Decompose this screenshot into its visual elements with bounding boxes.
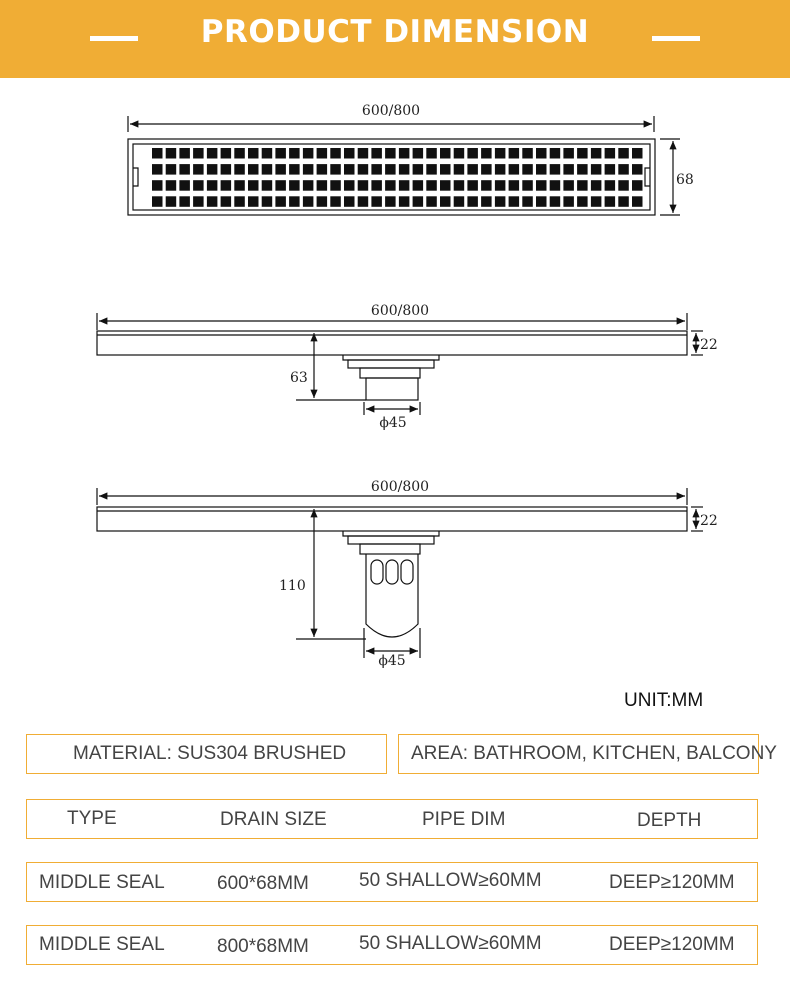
grate-square xyxy=(618,196,629,207)
grate-square xyxy=(317,180,328,191)
grate-square xyxy=(536,164,547,175)
table-row xyxy=(26,925,758,965)
grate-square xyxy=(248,164,259,175)
grate-square xyxy=(262,180,273,191)
shallow-pipe-body xyxy=(366,378,418,400)
top-view xyxy=(128,116,680,215)
grate-square xyxy=(166,164,177,175)
grate-square xyxy=(495,180,506,191)
shallow-length-label: 600/800 xyxy=(370,303,430,319)
table-row xyxy=(26,862,758,902)
grate-square xyxy=(358,180,369,191)
grate-square xyxy=(152,180,163,191)
grate-square xyxy=(358,196,369,207)
row1-drain-size: 600*68MM xyxy=(217,873,309,894)
grate-square xyxy=(234,180,245,191)
deep-pipe-body xyxy=(366,554,418,637)
grate-square xyxy=(563,196,574,207)
header-pipe-dim: PIPE DIM xyxy=(422,809,506,830)
grate-square xyxy=(371,180,382,191)
grate-square xyxy=(440,180,451,191)
grate-square xyxy=(385,164,396,175)
grate-square xyxy=(577,180,588,191)
grate-square xyxy=(179,180,190,191)
grate-square xyxy=(550,196,561,207)
grate-square xyxy=(605,148,616,159)
grate-square xyxy=(358,164,369,175)
grate-square xyxy=(467,148,478,159)
grate-square xyxy=(563,164,574,175)
grate-square xyxy=(618,164,629,175)
header-depth: DEPTH xyxy=(637,810,702,831)
grate-square xyxy=(221,164,232,175)
grate-square xyxy=(234,148,245,159)
grate-square xyxy=(193,196,204,207)
grate-square xyxy=(344,148,355,159)
top-left-notch xyxy=(133,168,138,186)
grate-square xyxy=(467,180,478,191)
grate-square xyxy=(454,196,465,207)
dimension-drawing xyxy=(0,78,790,688)
grate-square xyxy=(467,196,478,207)
grate-square xyxy=(166,148,177,159)
grate-square xyxy=(481,148,492,159)
row2-type: MIDDLE SEAL xyxy=(39,934,165,955)
grate-square xyxy=(275,180,286,191)
grate-square xyxy=(550,164,561,175)
grate-square xyxy=(481,180,492,191)
grate-square xyxy=(399,164,410,175)
grate-square xyxy=(522,180,533,191)
grate-square xyxy=(179,164,190,175)
grate-square xyxy=(509,196,519,207)
grate-square xyxy=(166,180,177,191)
area-text: AREA: BATHROOM, KITCHEN, BALCONY xyxy=(411,743,777,764)
grate-square xyxy=(413,180,424,191)
grate-square xyxy=(618,148,629,159)
grate-square xyxy=(632,148,643,159)
grate-square xyxy=(275,196,286,207)
grate-square xyxy=(413,196,424,207)
grate-square xyxy=(577,148,588,159)
grate-square xyxy=(385,196,396,207)
unit-label: UNIT:MM xyxy=(624,690,704,711)
grate-square xyxy=(193,164,204,175)
grate-square xyxy=(440,164,451,175)
grate-square xyxy=(426,196,437,207)
grate-square xyxy=(536,196,547,207)
grate-square xyxy=(344,164,355,175)
grate-square xyxy=(591,196,602,207)
row2-pipe-dim: 50 SHALLOW≥60MM xyxy=(359,933,542,954)
header-drain-size: DRAIN SIZE xyxy=(220,809,327,830)
grate-square xyxy=(275,164,286,175)
grate-square xyxy=(344,196,355,207)
grate-square xyxy=(454,180,465,191)
grate-square xyxy=(262,164,273,175)
grate-square xyxy=(632,180,643,191)
row2-depth: DEEP≥120MM xyxy=(609,934,735,955)
grate-square xyxy=(536,148,547,159)
grate-square xyxy=(344,180,355,191)
grate-square xyxy=(522,164,533,175)
grate-square xyxy=(371,196,382,207)
grate-square xyxy=(152,148,163,159)
material-box xyxy=(26,734,387,774)
grate-square xyxy=(591,148,602,159)
grate-square xyxy=(440,148,451,159)
grate-square xyxy=(179,196,190,207)
grate-square xyxy=(399,180,410,191)
shallow-thickness-label: 22 xyxy=(700,337,718,353)
grate-square xyxy=(221,148,232,159)
row1-type: MIDDLE SEAL xyxy=(39,872,165,893)
grate-square xyxy=(550,180,561,191)
row1-pipe-dim: 50 SHALLOW≥60MM xyxy=(359,870,542,891)
shallow-pipe-top xyxy=(360,368,420,378)
grate-square xyxy=(317,196,328,207)
shallow-pipe-label: ϕ45 xyxy=(379,415,407,431)
grate-square xyxy=(221,180,232,191)
grate-square xyxy=(330,148,341,159)
grate-square xyxy=(385,180,396,191)
grate-square xyxy=(303,196,314,207)
grate-square xyxy=(399,196,410,207)
row1-depth: DEEP≥120MM xyxy=(609,872,735,893)
grate-square xyxy=(605,180,616,191)
top-width-label: 68 xyxy=(676,172,694,188)
grate-square xyxy=(248,148,259,159)
grate-square xyxy=(317,164,328,175)
title-banner xyxy=(0,0,790,78)
top-right-notch xyxy=(645,168,650,186)
grate-square xyxy=(509,180,519,191)
grate-square xyxy=(481,164,492,175)
grate-square xyxy=(330,196,341,207)
shallow-seal-collar xyxy=(348,360,434,368)
table-header-row xyxy=(26,799,758,839)
grate-square xyxy=(426,148,437,159)
grate-square xyxy=(522,196,533,207)
grate-square xyxy=(632,164,643,175)
side-view-deep xyxy=(97,488,703,658)
grate-square xyxy=(317,148,328,159)
grate-square xyxy=(605,196,616,207)
row2-drain-size: 800*68MM xyxy=(217,936,309,957)
grate-square xyxy=(454,164,465,175)
header-type: TYPE xyxy=(67,808,117,829)
grate-square xyxy=(481,196,492,207)
grate-square xyxy=(234,164,245,175)
grate-square xyxy=(563,148,574,159)
grate-square xyxy=(289,180,300,191)
grate-square xyxy=(234,196,245,207)
grate-square xyxy=(605,164,616,175)
grate-square xyxy=(426,164,437,175)
grate-square xyxy=(193,148,204,159)
grate-square xyxy=(495,196,506,207)
grate-square xyxy=(289,196,300,207)
shallow-height-label: 63 xyxy=(290,370,308,386)
grate-square xyxy=(632,196,643,207)
deep-slot-1 xyxy=(371,560,383,584)
side-view-shallow xyxy=(97,313,703,415)
grate-square xyxy=(207,180,218,191)
grate-square xyxy=(454,148,465,159)
grate-square xyxy=(303,164,314,175)
banner-title: PRODUCT DIMENSION xyxy=(200,14,590,50)
deep-height-label: 110 xyxy=(279,578,306,594)
deep-slot-3 xyxy=(401,560,413,584)
deep-pipe-top xyxy=(360,544,420,554)
top-length-label: 600/800 xyxy=(361,103,421,119)
grate-square xyxy=(577,164,588,175)
shallow-flange xyxy=(343,355,439,360)
grate-square xyxy=(207,196,218,207)
grate-square xyxy=(221,196,232,207)
grate-square xyxy=(289,164,300,175)
grate-square xyxy=(522,148,533,159)
grate-square xyxy=(536,180,547,191)
grate-square xyxy=(330,164,341,175)
grate-square xyxy=(426,180,437,191)
grate-square xyxy=(303,180,314,191)
grate-square xyxy=(358,148,369,159)
grate-square xyxy=(440,196,451,207)
grate-square xyxy=(152,196,163,207)
grate-square xyxy=(207,164,218,175)
banner-decor-line-right xyxy=(652,36,700,41)
grate-square xyxy=(166,196,177,207)
grate-square xyxy=(371,164,382,175)
grate-square xyxy=(591,180,602,191)
deep-thickness-label: 22 xyxy=(700,513,718,529)
grate-square xyxy=(385,148,396,159)
grate-square xyxy=(495,148,506,159)
deep-pipe-label: ϕ45 xyxy=(378,653,406,669)
grate-square xyxy=(193,180,204,191)
material-text: MATERIAL: SUS304 BRUSHED xyxy=(73,743,347,764)
deep-slot-2 xyxy=(386,560,398,584)
grate-square xyxy=(262,196,273,207)
grate-square xyxy=(550,148,561,159)
grate-squares xyxy=(152,148,643,207)
area-box xyxy=(398,734,777,774)
deep-seal-collar xyxy=(348,536,434,544)
grate-square xyxy=(618,180,629,191)
deep-flange xyxy=(343,531,439,536)
grate-square xyxy=(413,148,424,159)
grate-square xyxy=(152,164,163,175)
grate-square xyxy=(495,164,506,175)
grate-square xyxy=(248,180,259,191)
grate-square xyxy=(275,148,286,159)
grate-square xyxy=(289,148,300,159)
grate-square xyxy=(303,148,314,159)
grate-square xyxy=(509,164,519,175)
grate-square xyxy=(413,164,424,175)
grate-square xyxy=(179,148,190,159)
grate-square xyxy=(509,148,519,159)
grate-square xyxy=(467,164,478,175)
grate-square xyxy=(248,196,259,207)
grate-square xyxy=(262,148,273,159)
grate-square xyxy=(399,148,410,159)
deep-length-label: 600/800 xyxy=(370,479,430,495)
grate-square xyxy=(577,196,588,207)
grate-square xyxy=(591,164,602,175)
grate-square xyxy=(330,180,341,191)
grate-square xyxy=(371,148,382,159)
grate-square xyxy=(207,148,218,159)
grate-square xyxy=(563,180,574,191)
